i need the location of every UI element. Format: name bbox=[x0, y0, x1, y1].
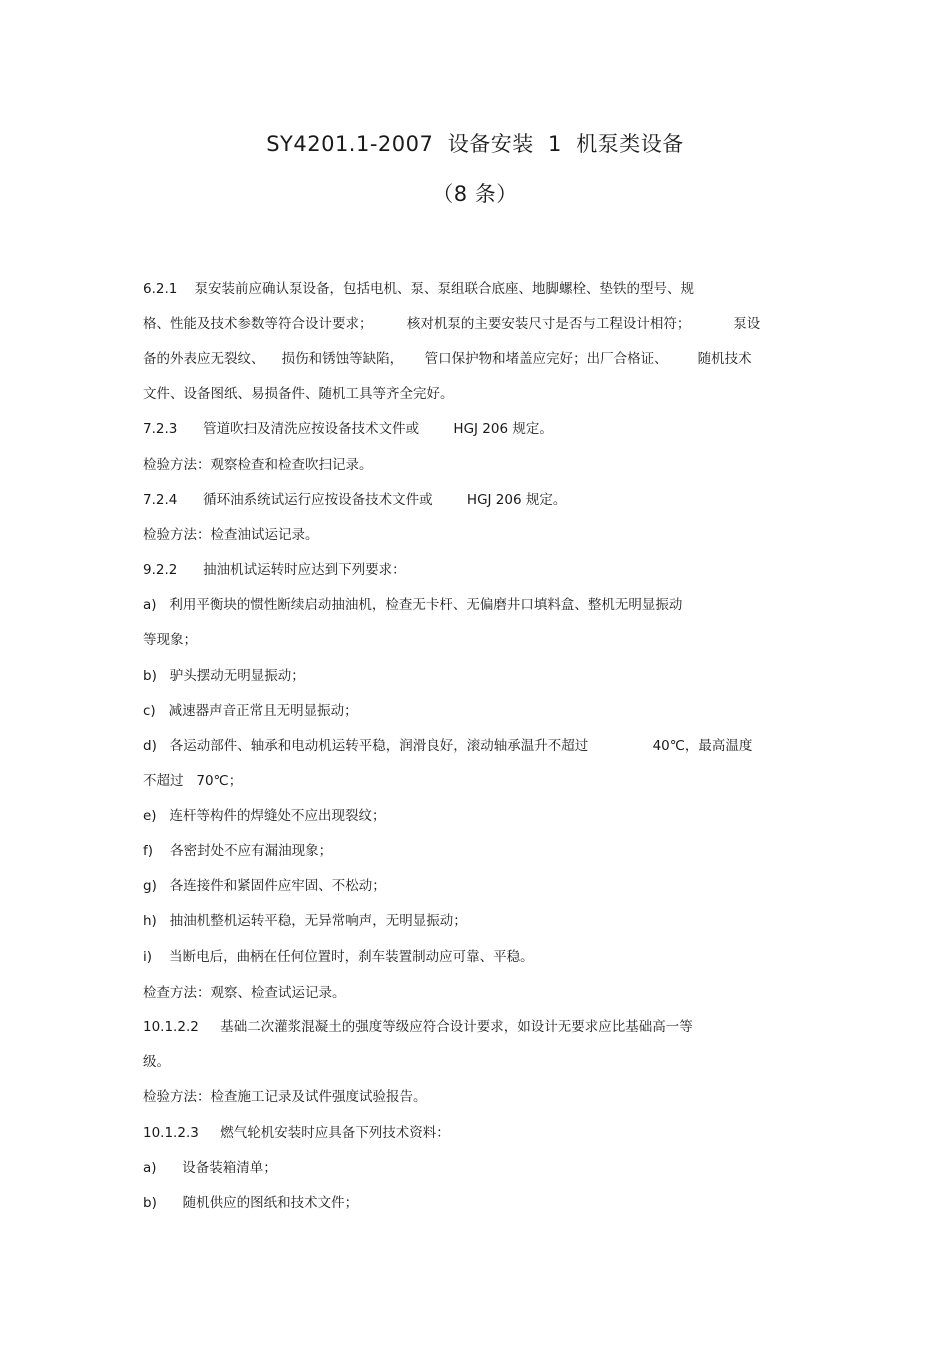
text-line: a) 设备装箱清单； bbox=[143, 1160, 277, 1176]
text-line: 检验方法：检查油试运记录。 bbox=[143, 527, 319, 543]
text-line: 格、性能及技术参数等符合设计要求； 核对机泵的主要安装尺寸是否与工程设计相符； 泵设 bbox=[143, 316, 761, 332]
text-line: h) 抽油机整机运转平稳，无异常响声，无明显振动； bbox=[143, 913, 467, 929]
text-line: 检验方法：观察检查和检查吹扫记录。 bbox=[143, 457, 373, 473]
text-line: 7.2.4 循环油系统试运行应按设备技术文件或 HGJ 206 规定。 bbox=[143, 492, 567, 508]
text-line: 9.2.2 抽油机试运转时应达到下列要求： bbox=[143, 562, 406, 578]
text-line: 文件、设备图纸、易损备件、随机工具等齐全完好。 bbox=[143, 386, 454, 402]
text-line: i) 当断电后，曲柄在任何位置时，刹车装置制动应可靠、平稳。 bbox=[143, 949, 534, 965]
text-line: 6.2.1 泵安装前应确认泵设备，包括电机、泵、泵组联合底座、地脚螺栓、垫铁的型号、规 bbox=[143, 281, 695, 297]
text-line: 检查方法：观察、检查试运记录。 bbox=[143, 985, 346, 1001]
text-line: f) 各密封处不应有漏油现象； bbox=[143, 843, 333, 859]
text-line: 级。 bbox=[143, 1054, 170, 1070]
text-line: b) 随机供应的图纸和技术文件； bbox=[143, 1195, 359, 1211]
text-line: a) 利用平衡块的惯性断续启动抽油机，检查无卡杆、无偏磨井口填料盒、整机无明显振动 bbox=[143, 597, 683, 613]
text-line: c) 减速器声音正常且无明显振动； bbox=[143, 703, 358, 719]
text-line: 不超过 70℃； bbox=[143, 773, 243, 789]
text-line: 10.1.2.2 基础二次灌浆混凝土的强度等级应符合设计要求，如设计无要求应比基础高一等 bbox=[143, 1019, 693, 1035]
document-title: SY4201.1-2007 设备安装 1 机泵类设备 bbox=[266, 132, 684, 156]
text-line: 备的外表应无裂纹、 损伤和锈蚀等缺陷， 管口保护物和堵盖应完好；出厂合格证、 随机技术 bbox=[143, 351, 752, 367]
text-line: 等现象； bbox=[143, 632, 197, 648]
text-line: d) 各运动部件、轴承和电动机运转平稳，润滑良好，滚动轴承温升不超过 40℃，最高温度 bbox=[143, 738, 753, 754]
document-subtitle: （8 条） bbox=[432, 182, 518, 206]
text-line: 7.2.3 管道吹扫及清洗应按设备技术文件或 HGJ 206 规定。 bbox=[143, 421, 553, 437]
text-line: e) 连杆等构件的焊缝处不应出现裂纹； bbox=[143, 808, 386, 824]
text-line: 10.1.2.3 燃气轮机安装时应具备下列技术资料： bbox=[143, 1125, 450, 1141]
text-line: 检验方法：检查施工记录及试件强度试验报告。 bbox=[143, 1089, 427, 1105]
text-line: g) 各连接件和紧固件应牢固、不松动； bbox=[143, 878, 386, 894]
text-line: b) 驴头摆动无明显振动； bbox=[143, 668, 305, 684]
